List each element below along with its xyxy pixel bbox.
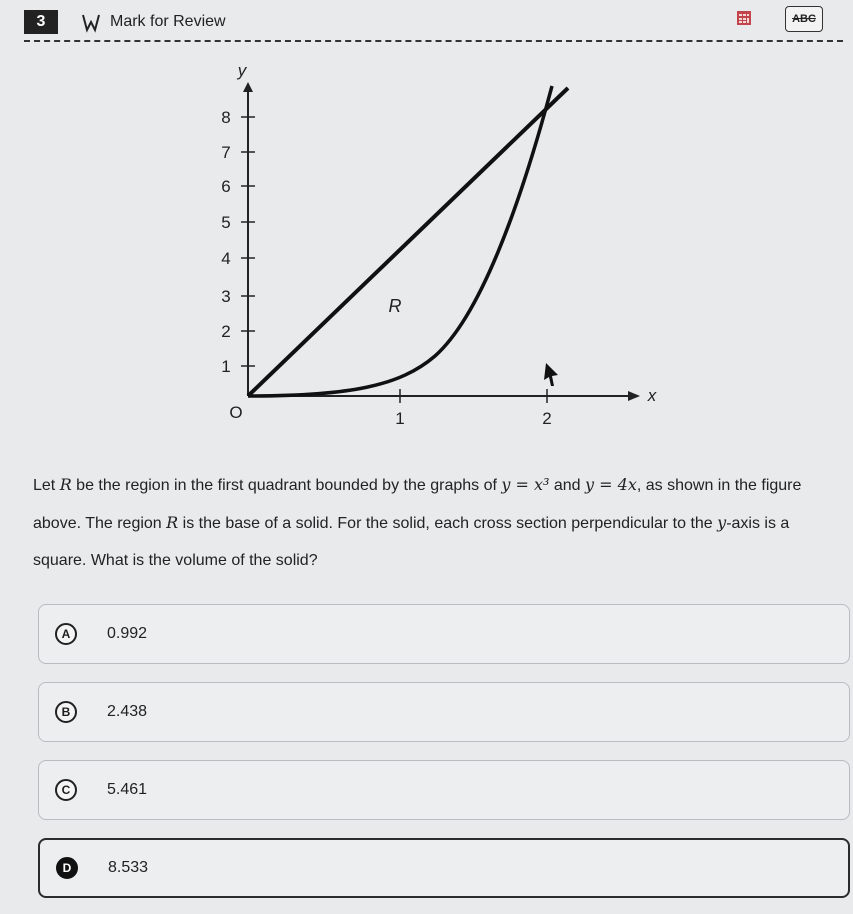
bookmark-icon [80, 11, 102, 33]
y-tick-label: 4 [221, 249, 231, 268]
question-header [0, 0, 853, 44]
question-text-part: Let [33, 477, 60, 494]
mark-for-review-label: Mark for Review [110, 13, 226, 30]
math-variable-r: R [166, 513, 179, 532]
choice-value-a: 0.992 [107, 625, 148, 642]
graph-figure [190, 56, 680, 436]
choice-value-b: 2.438 [107, 703, 148, 720]
origin-label: O [229, 403, 243, 422]
y-tick-label: 3 [221, 287, 231, 306]
question-text-part: is the base of a solid. For the solid, each cross section perpendicular to the [178, 515, 718, 532]
x-axis-arrow-icon [628, 391, 640, 401]
y-tick-label: 2 [221, 322, 231, 341]
answer-choice-c[interactable] [38, 760, 850, 820]
answer-choice-a[interactable] [38, 604, 850, 664]
y-tick-label: 6 [221, 177, 231, 196]
graph-svg [190, 56, 680, 436]
choice-value-c: 5.461 [107, 781, 148, 798]
math-variable-r: R [59, 475, 72, 494]
math-equation-cubic: y = x³ [501, 475, 550, 494]
choice-letter-c: C [55, 779, 77, 801]
y-tick-labels [221, 108, 230, 376]
answer-choice-b[interactable] [38, 682, 850, 742]
region-label: R [388, 296, 402, 316]
x-tick-label: 2 [542, 409, 552, 428]
choice-letter-d: D [56, 857, 78, 879]
header-divider [24, 40, 843, 42]
question-text-part: and [549, 477, 586, 494]
question-text-part: -axis is a square. What is the volume of the solid? [33, 515, 790, 569]
mark-for-review-button[interactable] [80, 8, 226, 36]
y-tick-label: 1 [221, 357, 231, 376]
x-axis-label: x [647, 386, 657, 405]
question-text-part: , as shown in the figure above. The region [33, 477, 802, 532]
y-tick-label: 5 [221, 213, 231, 232]
question-text [33, 466, 833, 579]
y-tick-label: 8 [221, 108, 231, 127]
choice-value-d: 8.533 [108, 859, 149, 876]
answer-eliminator-button[interactable]: ABC [785, 6, 823, 32]
mouse-cursor-icon [544, 363, 558, 386]
question-number: 3 [24, 10, 58, 34]
y-axis-label: y [237, 61, 247, 80]
line-y-4x [248, 88, 568, 396]
question-text-part: be the region in the first quadrant bounded by the graphs of [71, 477, 502, 494]
choice-letter-b: B [55, 701, 77, 723]
math-equation-linear: y = 4x [585, 475, 637, 494]
math-variable-y: y [717, 513, 727, 532]
answer-choice-d[interactable] [38, 838, 850, 898]
y-tick-label: 7 [221, 143, 231, 162]
x-tick-label: 1 [395, 409, 405, 428]
y-axis-arrow-icon [243, 82, 253, 92]
choice-letter-a: A [55, 623, 77, 645]
calculator-icon[interactable] [736, 10, 752, 26]
